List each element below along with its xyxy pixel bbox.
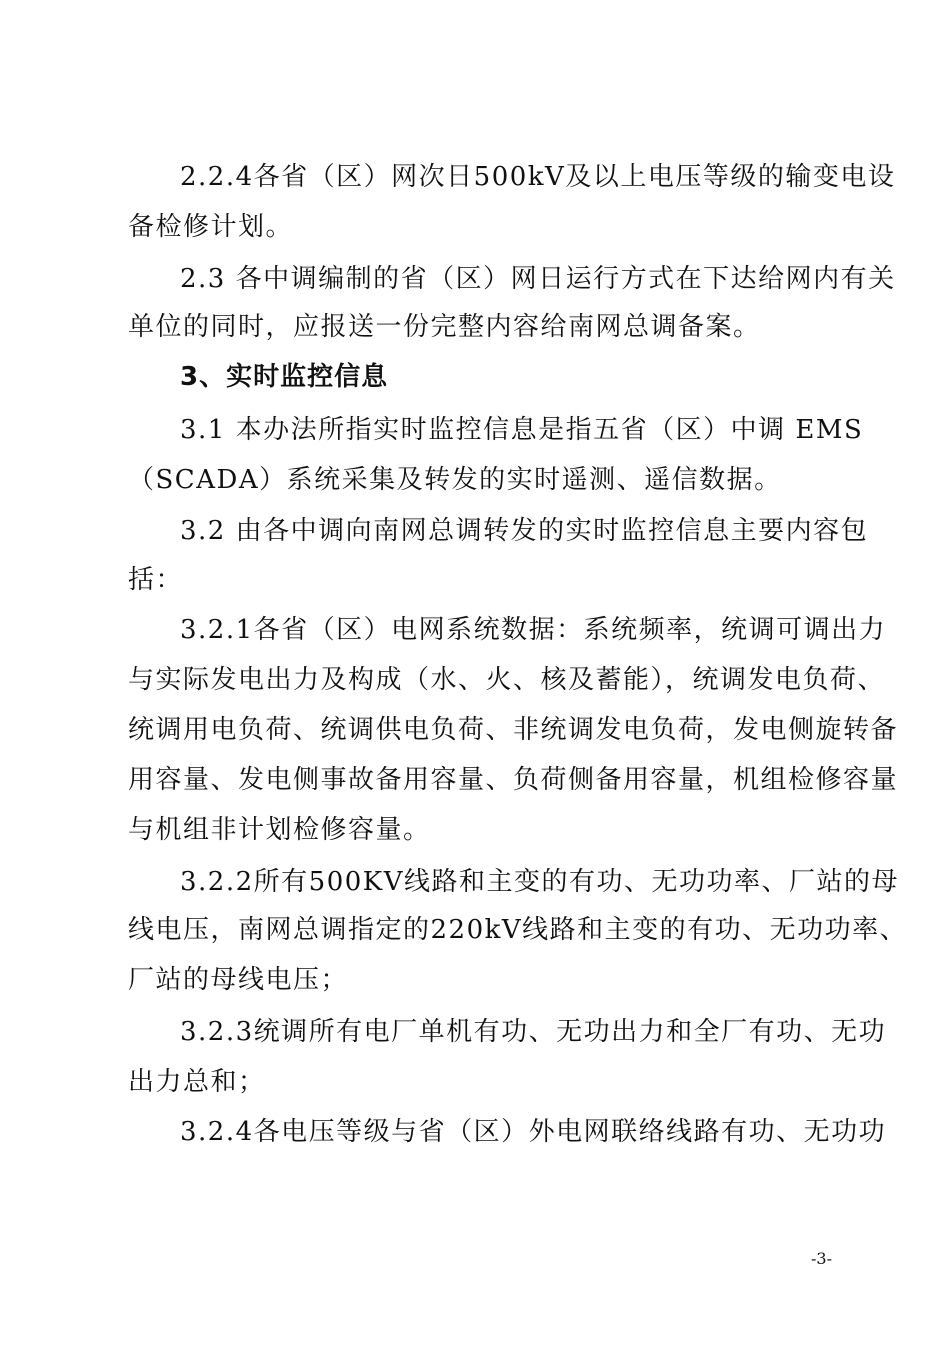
paragraph-line: （SCADA）系统采集及转发的实时遥测、遥信数据。 <box>128 465 782 495</box>
paragraph-line: 3.2.4各电压等级与省（区）外电网联络线路有功、无功功 <box>180 1117 887 1147</box>
paragraph-line: 与实际发电出力及构成（水、火、核及蓄能），统调发电负荷、 <box>128 665 886 695</box>
paragraph-line: 统调用电负荷、统调供电负荷、非统调发电负荷，发电侧旋转备 <box>128 715 899 745</box>
paragraph-line: 出力总和； <box>128 1067 266 1097</box>
paragraph-line: 单位的同时，应报送一份完整内容给南网总调备案。 <box>128 312 761 342</box>
paragraph-line: 3.2.3统调所有电厂单机有功、无功出力和全厂有功、无功 <box>180 1017 887 1047</box>
section-heading: 3、实时监控信息 <box>180 362 389 392</box>
paragraph-line: 厂站的母线电压； <box>128 965 349 995</box>
paragraph-line: 3.2 由各中调向南网总调转发的实时监控信息主要内容包 <box>180 516 869 546</box>
paragraph-line: 线电压，南网总调指定的220kV线路和主变的有功、无功功率、 <box>128 915 908 945</box>
paragraph-line: 括： <box>128 565 184 595</box>
paragraph-line: 用容量、发电侧事故备用容量、负荷侧备用容量，机组检修容量 <box>128 765 899 795</box>
paragraph-line: 3.2.2所有500KV线路和主变的有功、无功功率、厂站的母 <box>180 867 899 897</box>
paragraph-line: 3.1 本办法所指实时监控信息是指五省（区）中调 EMS <box>180 415 864 445</box>
paragraph-line: 2.2.4各省（区）网次日500kV及以上电压等级的输变电设 <box>180 162 896 192</box>
paragraph-line: 与机组非计划检修容量。 <box>128 815 431 845</box>
paragraph-line: 3.2.1各省（区）电网系统数据：系统频率，统调可调出力 <box>180 615 887 645</box>
paragraph-line: 备检修计划。 <box>128 212 294 242</box>
page-number: -3- <box>811 1249 832 1268</box>
paragraph-line: 2.3 各中调编制的省（区）网日运行方式在下达给网内有关 <box>180 264 896 294</box>
